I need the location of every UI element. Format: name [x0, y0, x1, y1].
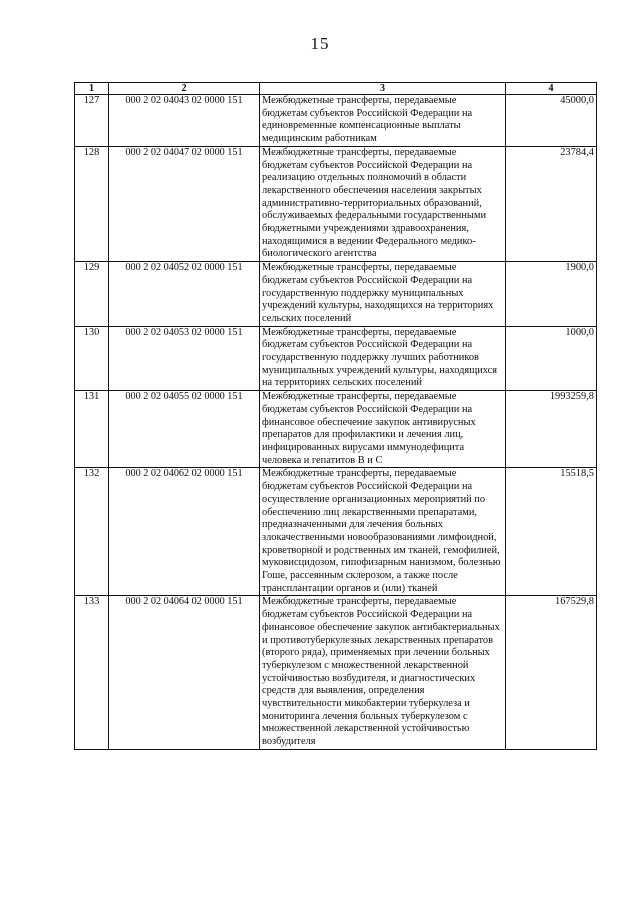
table-row	[75, 95, 597, 147]
row-description: Межбюджетные трансферты, передаваемые бюджетам субъектов Российской Федерации на единовременные компенсационные выплаты медицинским работникам	[260, 95, 506, 147]
header-col-4: 4	[506, 83, 597, 95]
header-col-2: 2	[109, 83, 260, 95]
row-description: Межбюджетные трансферты, передаваемые бюджетам субъектов Российской Федерации на осуществление организационных мероприятий по обеспечению лиц лекарственными препаратами, предназначенными для лечения больных злокачественными новообразованиями лимфоидной, кроветворной и родственных им тканей, гемофилией, муковисцидозом, гипофизарным нанизмом, болезнью Гоше, рассеянным склерозом, а также после трансплантации органов и (или) тканей	[260, 468, 506, 596]
row-description: Межбюджетные трансферты, передаваемые бюджетам субъектов Российской Федерации на реализацию отдельных полномочий в области лекарственного обеспечения населения закрытых административно-территориальных образований, обслуживаемых федеральными государственными бюджетными учреждениями здравоохранения, находящимися в ведении Федерального медико-биологического агентства	[260, 146, 506, 261]
row-amount: 45000,0	[506, 95, 597, 147]
row-amount: 1900,0	[506, 262, 597, 327]
row-description: Межбюджетные трансферты, передаваемые бюджетам субъектов Российской Федерации на финансовое обеспечение закупок антивирусных препаратов для профилактики и лечения лиц, инфицированных вирусами иммунодефицита человека и гепатитов В и С	[260, 391, 506, 468]
table-row	[75, 596, 597, 749]
table-row	[75, 391, 597, 468]
row-number: 128	[75, 146, 109, 261]
row-description: Межбюджетные трансферты, передаваемые бюджетам субъектов Российской Федерации на финансовое обеспечение закупок антибактериальных и противотуберкулезных лекарственных препаратов (второго ряда), применяемых при лечении больных туберкулезом с множественной лекарственной устойчивостью возбудителя, и диагностических средств для выявления, определения чувствительности микобактерии туберкулеза и мониторинга лечения больных туберкулезом с множественной лекарственной устойчивостью возбудителя	[260, 596, 506, 749]
row-description: Межбюджетные трансферты, передаваемые бюджетам субъектов Российской Федерации на государственную поддержку лучших работников муниципальных учреждений культуры, находящихся на территориях сельских поселений	[260, 326, 506, 391]
budget-code: 000 2 02 04053 02 0000 151	[109, 326, 260, 391]
row-number: 130	[75, 326, 109, 391]
row-amount: 1993259,8	[506, 391, 597, 468]
page-number: 15	[310, 34, 330, 53]
table-row	[75, 262, 597, 327]
budget-code: 000 2 02 04055 02 0000 151	[109, 391, 260, 468]
row-number: 133	[75, 596, 109, 749]
row-amount: 15518,5	[506, 468, 597, 596]
budget-code: 000 2 02 04064 02 0000 151	[109, 596, 260, 749]
header-col-3: 3	[260, 83, 506, 95]
row-amount: 23784,4	[506, 146, 597, 261]
table-row	[75, 468, 597, 596]
budget-code: 000 2 02 04043 02 0000 151	[109, 95, 260, 147]
row-number: 131	[75, 391, 109, 468]
table-row	[75, 326, 597, 391]
budget-code: 000 2 02 04047 02 0000 151	[109, 146, 260, 261]
row-description: Межбюджетные трансферты, передаваемые бюджетам субъектов Российской Федерации на государственную поддержку муниципальных учреждений культуры, находящихся на территориях сельских поселений	[260, 262, 506, 327]
row-number: 127	[75, 95, 109, 147]
budget-code: 000 2 02 04052 02 0000 151	[109, 262, 260, 327]
budget-table	[74, 82, 597, 750]
row-amount: 167529,8	[506, 596, 597, 749]
table-header-row	[75, 83, 597, 95]
row-number: 132	[75, 468, 109, 596]
budget-code: 000 2 02 04062 02 0000 151	[109, 468, 260, 596]
header-col-1: 1	[75, 83, 109, 95]
table-row	[75, 146, 597, 261]
row-amount: 1000,0	[506, 326, 597, 391]
row-number: 129	[75, 262, 109, 327]
